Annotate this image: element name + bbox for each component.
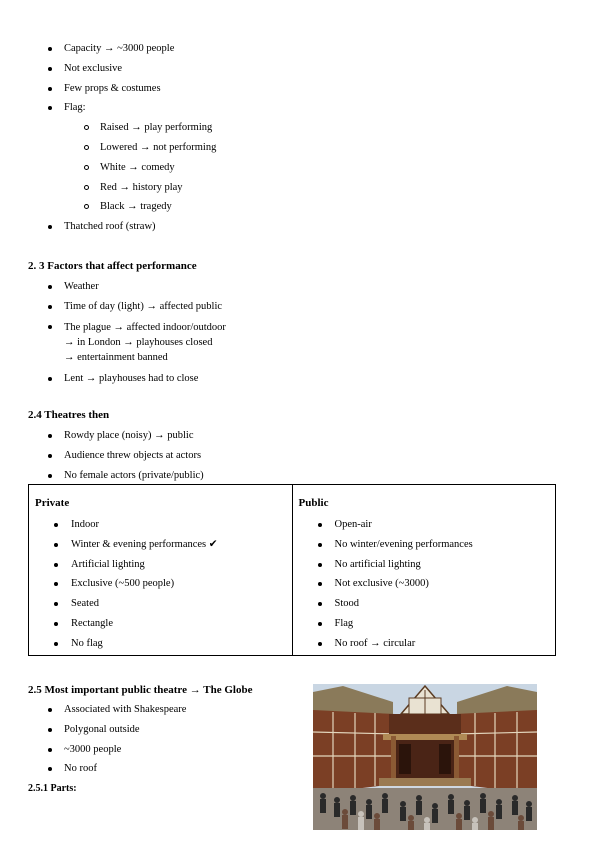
list-item: Capacity → ~3000 people [0,39,600,59]
bullet-icon [48,434,52,438]
table-list-item: Winter & evening performances ✔ [29,535,292,555]
table-list-item: Not exclusive (~3000) [293,574,556,594]
bullet-icon [48,728,52,732]
table-list-item: Indoor [29,515,292,535]
section-heading: 2.4 Theatres then [28,409,110,421]
bullet-icon [48,377,52,381]
table-list-item: Exclusive (~500 people) [29,574,292,594]
column-heading: Private [35,497,70,509]
bullet-icon [318,622,322,626]
list-item: Weather [0,277,600,297]
list-item: Few props & costumes [0,79,600,99]
table-list-item: Open-air [293,515,556,535]
table-list-item: Rectangle [29,614,292,634]
table-list-item: Stood [293,594,556,614]
bullet-icon [48,47,52,51]
bullet-icon [54,523,58,527]
sub-section-heading: 2.5.1 Parts: [28,783,77,794]
list-item: Associated with Shakespeare [0,700,300,720]
bullet-icon [48,106,52,110]
section-23-list [0,277,600,388]
bullet-icon [318,543,322,547]
bullet-icon [48,285,52,289]
table-list-item: No artificial lighting [293,555,556,575]
bullet-icon [318,523,322,527]
list-item: Rowdy place (noisy) → public [0,426,600,446]
bullet-icon [48,325,52,329]
table-list-item: No winter/evening performances [293,535,556,555]
bullet-icon [54,582,58,586]
list-item: No roof [0,759,300,779]
bullet-icon [48,767,52,771]
bullet-icon [54,622,58,626]
globe-theatre-photo [313,684,537,830]
table-list-item: No roof → circular [293,634,556,654]
table-list-item: No flag [29,634,292,654]
table-list-item: Artificial lighting [29,555,292,575]
list-item: The plague → affected indoor/outdoor → in London → playhouses closed → entertainment banned [0,320,600,365]
bullet-icon [318,582,322,586]
circle-bullet-icon [84,145,89,150]
globe-theatre-photo-icon [313,684,537,830]
sub-list-item: Black → tragedy [0,197,600,217]
sub-list-item: Lowered → not performing [0,138,600,158]
list-item: ~3000 people [0,740,300,760]
bullet-icon [54,642,58,646]
list-item: No female actors (private/public) [0,466,600,486]
sub-list-item: White → comedy [0,158,600,178]
table-list-item: Flag [293,614,556,634]
private-column [29,485,292,655]
column-heading: Public [298,497,329,509]
section-heading: 2. 3 Factors that affect performance [28,260,197,272]
circle-bullet-icon [84,165,89,170]
sub-list-item: Raised → play performing [0,118,600,138]
circle-bullet-icon [84,125,89,130]
section-heading: 2.5 Most important public theatre → The Globe [28,684,253,696]
top-list [0,39,600,237]
bullet-icon [48,748,52,752]
list-item: Time of day (light) → affected public [0,297,600,317]
bullet-icon [48,225,52,229]
public-column [292,485,556,655]
bullet-icon [54,543,58,547]
bullet-icon [318,563,322,567]
bullet-icon [48,474,52,478]
bullet-icon [48,454,52,458]
list-item: Polygonal outside [0,720,300,740]
list-item: Not exclusive [0,59,600,79]
list-item: Flag: [0,98,600,118]
bullet-icon [48,67,52,71]
section-25-list [0,700,300,779]
bullet-icon [318,642,322,646]
bullet-icon [48,87,52,91]
circle-bullet-icon [84,185,89,190]
private-public-table [28,484,556,656]
sub-list-item: Red → history play [0,178,600,198]
bullet-icon [54,602,58,606]
list-item: Audience threw objects at actors [0,446,600,466]
bullet-icon [54,563,58,567]
table-list-item: Seated [29,594,292,614]
bullet-icon [48,708,52,712]
bullet-icon [318,602,322,606]
list-item: Thatched roof (straw) [0,217,600,237]
list-item: Lent → playhouses had to close [0,369,600,389]
section-24-list [0,426,600,485]
circle-bullet-icon [84,204,89,209]
bullet-icon [48,305,52,309]
